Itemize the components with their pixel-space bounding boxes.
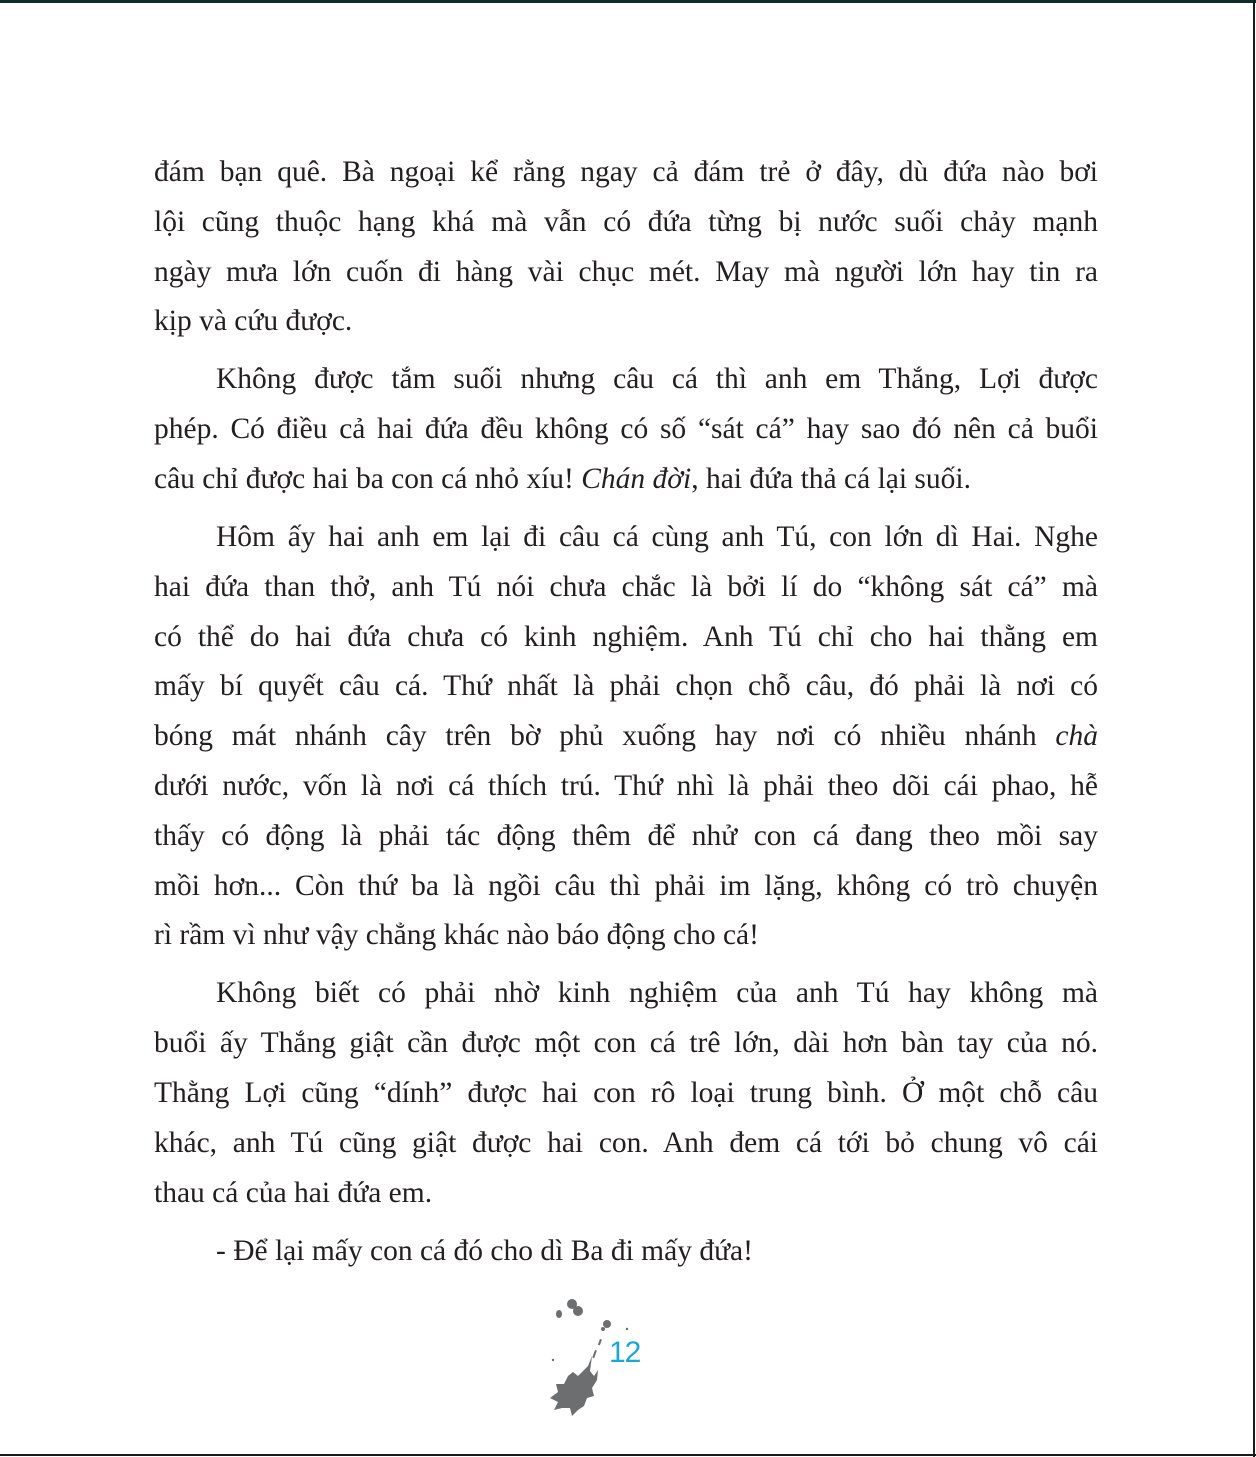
splash-drop: [601, 1327, 605, 1331]
text-line: [154, 1023, 1098, 1063]
text-segment: mấy bí quyết câu cá. Thứ nhất là phải chọn chỗ câu, đó phải là nơi có: [154, 670, 1098, 703]
top-border: [0, 0, 1256, 3]
text-segment: Thằng Lợi cũng “dính” được hai con rô loại trung bình. Ở một chỗ câu: [154, 1077, 1098, 1109]
text-segment: rì rầm vì như vậy chẳng khác nào báo động cho cá!: [154, 919, 759, 952]
splash-drop: [603, 1320, 611, 1328]
text-line: [154, 152, 1098, 192]
text-line: [154, 1173, 1098, 1213]
text-segment: buổi ấy Thắng giật cần được một con cá trê lớn, dài hơn bàn tay của nó.: [154, 1027, 1098, 1060]
splash-blot: [550, 1356, 598, 1416]
text-segment: , hai đứa thả cá lại suối.: [691, 463, 971, 495]
text-segment: câu chỉ được hai ba con cá nhỏ xíu!: [154, 463, 582, 495]
text-line: [154, 202, 1098, 242]
text-line: [216, 973, 1098, 1013]
text-segment: ngày mưa lớn cuốn đi hàng vài chục mét. May mà người lớn hay tin ra: [154, 255, 1098, 288]
italic-text: chà: [1055, 720, 1098, 753]
text-line: [154, 617, 1098, 657]
text-segment: kịp và cứu được.: [154, 305, 353, 338]
page-number: 12: [609, 1336, 641, 1369]
text-segment: Không biết có phải nhờ kinh nghiệm của anh Tú hay không mà: [216, 977, 1098, 1010]
text-line: [154, 866, 1098, 906]
splash-drop: [626, 1328, 628, 1330]
text-line: [154, 1123, 1098, 1163]
text-line: [154, 301, 1098, 341]
text-line: [154, 252, 1098, 292]
italic-text: Chán đời: [581, 463, 692, 495]
text-line: [154, 915, 1098, 955]
text-line: [154, 1073, 1098, 1113]
text-line: [154, 459, 1098, 499]
text-line: [154, 716, 1098, 756]
text-line: [154, 567, 1098, 607]
text-segment: Hôm ấy hai anh em lại đi câu cá cùng anh Tú, con lớn dì Hai. Nghe: [216, 521, 1098, 553]
splash-drop: [552, 1359, 554, 1361]
text-segment: dưới nước, vốn là nơi cá thích trú. Thứ nhì là phải theo dõi cái phao, hễ: [154, 770, 1098, 802]
text-line: [154, 816, 1098, 856]
text-line: [154, 409, 1098, 449]
text-segment: hai đứa than thở, anh Tú nói chưa chắc là bởi lí do “không sát cá” mà: [154, 570, 1098, 603]
text-segment: phép. Có điều cả hai đứa đều không có số “sát cá” hay sao đó nên cả buổi: [154, 413, 1098, 446]
splash-drop: [598, 1339, 602, 1345]
text-line: [216, 517, 1098, 557]
splash-drop: [573, 1306, 583, 1316]
text-segment: mồi hơn... Còn thứ ba là ngồi câu thì phải im lặng, không có trò chuyện: [154, 869, 1098, 902]
text-segment: Không được tắm suối nhưng câu cá thì anh em Thắng, Lợi được: [216, 363, 1098, 396]
text-segment: khác, anh Tú cũng giật được hai con. Anh đem cá tới bỏ chung vô cái: [154, 1126, 1098, 1159]
text-segment: đám bạn quê. Bà ngoại kể rằng ngay cả đám trẻ ở đây, dù đứa nào bơi: [154, 156, 1098, 188]
splash-drop: [592, 1350, 597, 1358]
text-segment: thấy có động là phải tác động thêm để nhử con cá đang theo mồi say: [154, 819, 1098, 852]
text-segment: thau cá của hai đứa em.: [154, 1176, 433, 1209]
text-segment: lội cũng thuộc hạng khá mà vẫn có đứa từng bị nước suối chảy mạnh: [154, 205, 1098, 238]
text-segment: có thể do hai đứa chưa có kinh nghiệm. Anh Tú chỉ cho hai thằng em: [154, 620, 1098, 653]
text-segment: - Để lại mấy con cá đó cho dì Ba đi mấy đứa!: [216, 1234, 753, 1267]
text-line: [216, 1231, 1098, 1271]
text-segment: bóng mát nhánh cây trên bờ phủ xuống hay nơi có nhiều nhánh: [154, 720, 1056, 753]
text-line: [154, 766, 1098, 806]
text-line: [216, 359, 1098, 399]
splash-drop: [556, 1310, 562, 1318]
text-line: [154, 666, 1098, 706]
right-border: [1253, 0, 1255, 1457]
bottom-border: [0, 1454, 1256, 1456]
